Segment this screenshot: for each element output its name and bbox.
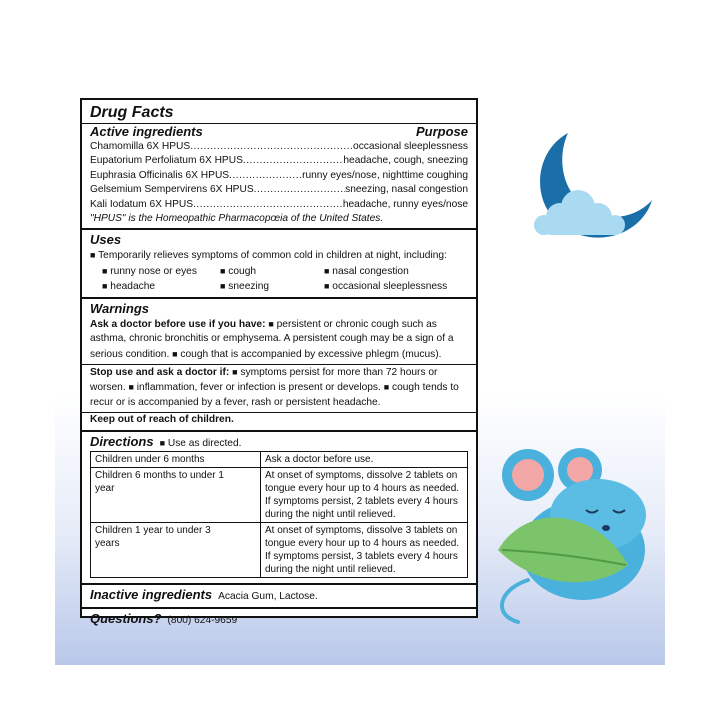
table-row [91, 452, 468, 468]
hpus-note: "HPUS" is the Homeopathic Pharmacopœia of the United States. [90, 213, 384, 225]
directions-intro-text: Use as directed. [167, 437, 242, 449]
active-ingredients-heading: Active ingredients [90, 124, 203, 139]
ask-doctor-text: cough that is accompanied by excessive phlegm (mucus). [180, 348, 442, 360]
symptom-text: sneezing [228, 280, 270, 292]
phone-number: (800) 624-9659 [167, 614, 238, 626]
table-row [91, 468, 468, 523]
list-item [102, 264, 220, 279]
age-cell: Children 6 months to under 1 year [91, 468, 261, 523]
directions-table [90, 451, 468, 578]
ingredient-row [90, 183, 468, 197]
ask-doctor-label: Ask a doctor before use if you have: [90, 318, 266, 330]
age-cell: Children 1 year to under 3 years [91, 523, 261, 578]
drug-facts-title: Drug Facts [90, 104, 174, 121]
list-item [324, 264, 464, 279]
instruction-cell: Ask a doctor before use. [261, 452, 468, 468]
ingredient-row [90, 169, 468, 183]
keep-out-text: Keep out of reach of children. [90, 414, 234, 426]
bullet-square-icon: ■ [232, 367, 238, 378]
ingredient-purpose: sneezing, nasal congestion [345, 184, 468, 196]
inactive-section [82, 587, 476, 608]
ingredient-name: Gelsemium Sempervirens 6X HPUS [90, 184, 254, 196]
bullet-square-icon: ■ [102, 280, 108, 291]
directions-header [90, 434, 468, 451]
symptom-text: nasal congestion [332, 265, 409, 277]
ingredient-purpose: headache, cough, sneezing [343, 155, 468, 167]
uses-intro [90, 248, 468, 263]
bullet-square-icon: ■ [172, 348, 178, 359]
ingredient-name: Euphrasia Officinalis 6X HPUS [90, 169, 230, 181]
inactive-text: Acacia Gum, Lactose. [218, 591, 318, 603]
directions-section [82, 434, 476, 585]
questions-section [82, 611, 476, 628]
stop-use-text: cough tends to recur or is accompanied by a fever, rash or persistent headache. [90, 382, 459, 408]
uses-section [82, 232, 476, 298]
ask-doctor-paragraph [90, 317, 468, 362]
warnings-heading: Warnings [90, 300, 149, 316]
questions-heading: Questions? [90, 610, 162, 626]
symptom-text: runny nose or eyes [110, 265, 197, 277]
stop-use-section [82, 365, 476, 413]
uses-heading: Uses [90, 232, 122, 248]
list-item [220, 264, 324, 279]
age-cell: Children under 6 months [91, 452, 261, 468]
stop-use-text: symptoms persist for more than 72 hours or worsen. [90, 367, 438, 394]
tail-icon [502, 580, 528, 622]
active-header [90, 124, 468, 140]
bullet-square-icon: ■ [159, 437, 166, 448]
ingredient-name: Chamomilla 6X HPUS [90, 141, 191, 152]
ingredient-purpose: headache, runny eyes/nose [342, 198, 468, 210]
ingredient-name: Kali Iodatum 6X HPUS [90, 198, 194, 210]
mouse-illustration [488, 440, 668, 630]
bullet-square-icon: ■ [128, 382, 134, 393]
drug-facts-panel [80, 98, 478, 626]
table-row [91, 523, 468, 578]
stop-use-text: inflammation, fever or infection is present or develops. [136, 382, 381, 394]
symptom-text: headache [110, 280, 156, 292]
active-ingredients-section [82, 124, 476, 230]
ask-doctor-text: persistent or chronic cough such as asthma, chronic bronchitis or emphysema. A persistent cough may be a sign of a serious condition. [90, 318, 454, 360]
directions-heading: Directions [90, 433, 154, 449]
bullet-square-icon: ■ [90, 250, 96, 261]
inactive-row [90, 587, 468, 604]
bullet-square-icon: ■ [324, 280, 330, 291]
list-item [324, 279, 464, 294]
instruction-cell: At onset of symptoms, dissolve 3 tablets on tongue every hour up to 4 hours as needed. If symptoms persist, 3 tablets every 4 hours during the night until relieved. [261, 523, 468, 578]
moon-illustration [520, 125, 670, 255]
bullet-square-icon: ■ [220, 265, 226, 276]
list-item [220, 279, 324, 294]
instruction-cell: At onset of symptoms, dissolve 2 tablets on tongue every hour up to 4 hours as needed. If symptoms persist, 2 tablets every 4 hours during the night until relieved. [261, 468, 468, 523]
bullet-square-icon: ■ [268, 318, 274, 329]
ingredient-purpose: occasional sleeplessness [353, 141, 468, 152]
uses-intro-text: Temporarily relieves symptoms of common cold in children at night, including: [98, 250, 447, 262]
ingredient-row [90, 140, 468, 154]
symptom-list [90, 264, 468, 294]
ingredient-purpose: runny eyes/nose, nighttime coughing [302, 169, 468, 181]
bullet-square-icon: ■ [102, 265, 108, 276]
symptom-text: cough [228, 265, 257, 277]
warnings-section [82, 301, 476, 365]
ingredient-name: Eupatorium Perfoliatum 6X HPUS [90, 155, 243, 167]
ingredient-row [90, 154, 468, 168]
title-section [82, 103, 476, 124]
bullet-square-icon: ■ [324, 265, 330, 276]
symptom-text: occasional sleeplessness [332, 280, 448, 292]
stop-use-label: Stop use and ask a doctor if: [90, 367, 230, 379]
inactive-heading: Inactive ingredients [90, 587, 213, 603]
questions-row [90, 611, 468, 628]
stop-use-paragraph [90, 365, 468, 410]
purpose-heading: Purpose [415, 124, 468, 139]
ingredient-row [90, 198, 468, 212]
bullet-square-icon: ■ [383, 382, 390, 393]
directions-intro [160, 436, 242, 451]
keep-out-section [82, 413, 476, 431]
list-item [102, 279, 220, 294]
bullet-square-icon: ■ [220, 280, 226, 291]
